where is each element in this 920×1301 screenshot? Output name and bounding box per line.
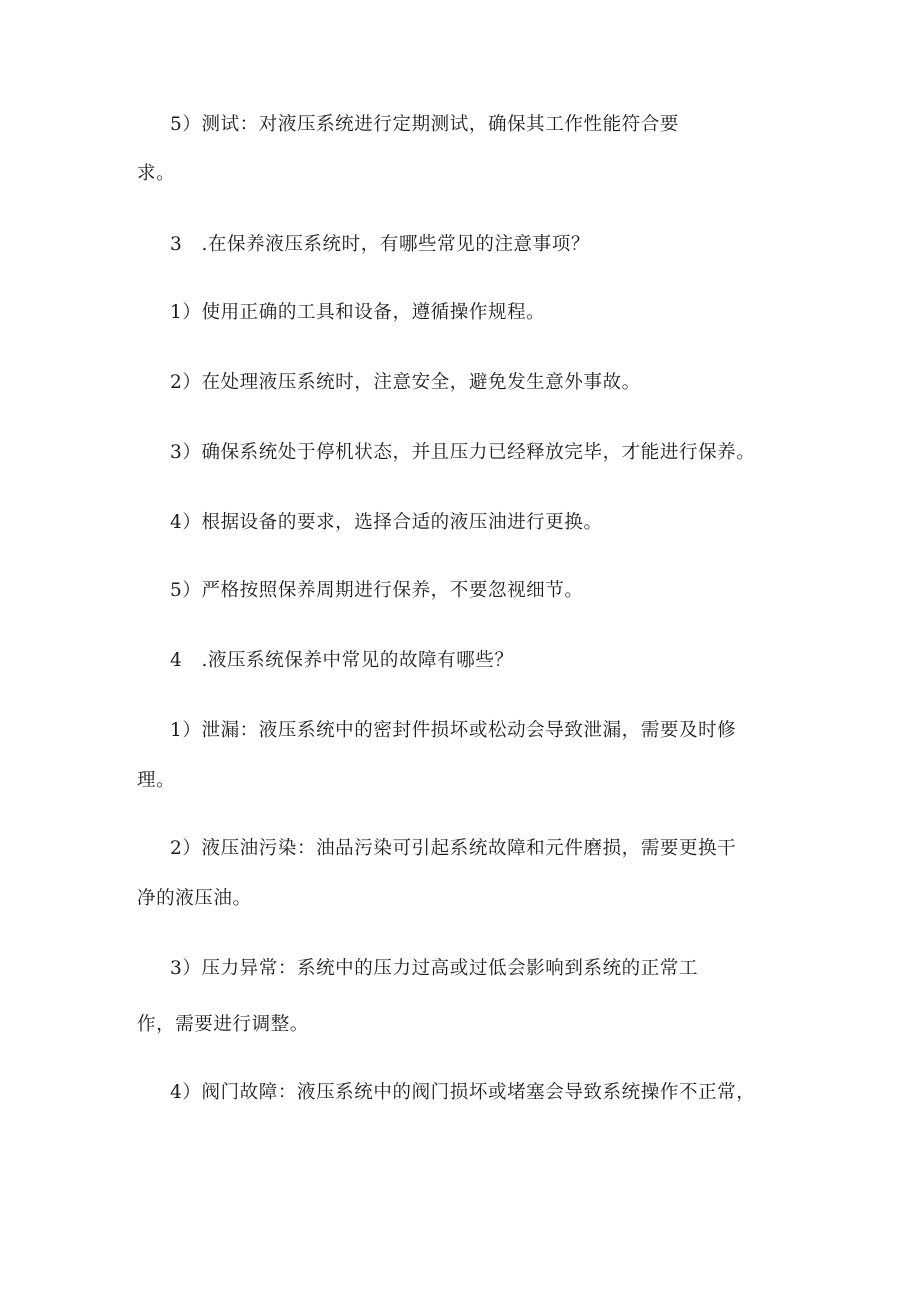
list-item: 2）液压油污染：油品污染可引起系统故障和元件磨损，需要更换干 (170, 838, 737, 859)
list-item: 1）泄漏：液压系统中的密封件损坏或松动会导致泄漏，需要及时修 (170, 720, 737, 741)
list-item: 4）阀门故障：液压系统中的阀门损坏或堵塞会导致系统操作不正常， (170, 1082, 756, 1103)
list-item: 3）压力异常：系统中的压力过高或过低会影响到系统的正常工 (170, 958, 699, 979)
paragraph-line: 作，需要进行调整。 (137, 1014, 309, 1035)
paragraph-line: 净的液压油。 (137, 888, 252, 909)
list-item: 2）在处理液压系统时，注意安全，避免发生意外事故。 (170, 372, 641, 393)
section-heading: 4 .液压系统保养中常见的故障有哪些？ (170, 650, 514, 671)
section-heading: 3 .在保养液压系统时，有哪些常见的注意事项？ (170, 234, 590, 255)
list-item: 3）确保系统处于停机状态，并且压力已经释放完毕，才能进行保养。 (170, 442, 756, 463)
paragraph-line: 理。 (137, 770, 176, 791)
list-item: 4）根据设备的要求，选择合适的液压油进行更换。 (170, 512, 603, 533)
list-item: 1）使用正确的工具和设备，遵循操作规程。 (170, 302, 546, 323)
paragraph-line: 5）测试：对液压系统进行定期测试，确保其工作性能符合要 (170, 114, 679, 135)
paragraph-line: 求。 (137, 163, 176, 184)
list-item: 5）严格按照保养周期进行保养，不要忽视细节。 (170, 580, 584, 601)
